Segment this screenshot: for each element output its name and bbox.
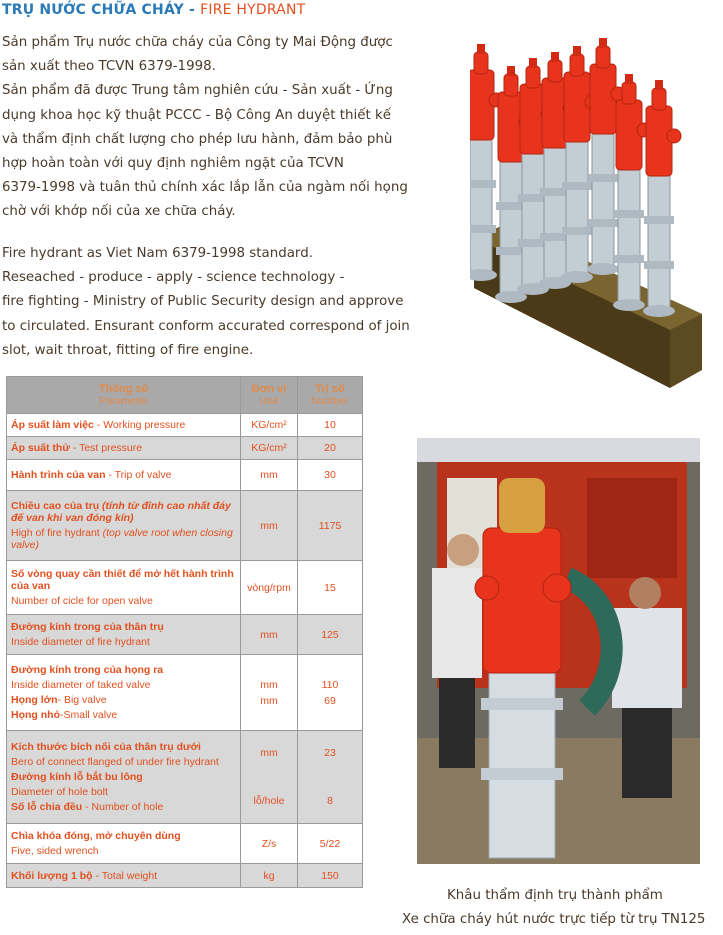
param-cell — [7, 731, 241, 824]
unit-cell: KG/cm² — [241, 414, 298, 437]
value-cell: 15 — [298, 561, 363, 615]
title-en: FIRE HYDRANT — [200, 2, 306, 18]
big-valve-vn: Họng lớn — [11, 694, 58, 706]
value-cell — [298, 655, 363, 731]
intro-en-line: Reseached - produce - apply - science technology - — [2, 270, 345, 286]
table-row — [7, 460, 363, 491]
param-vn: Khối lượng 1 bộ — [11, 869, 93, 882]
param-vn: Số vòng quay cần thiết để mở hết hành trình của van — [11, 568, 234, 592]
table-row — [7, 824, 363, 864]
header-param-en: Parameter — [98, 395, 149, 407]
param-en-note: (top valve root when closing valve) — [11, 527, 233, 551]
intro-vn-line: và thẩm định chất lượng cho phép lưu hành, đảm bảo phù — [2, 131, 393, 147]
unit-flange: mm — [260, 747, 278, 759]
param-en: Inside diameter of taked valve — [11, 679, 151, 691]
value-cell: 30 — [298, 460, 363, 491]
param-vn: Áp suất thử — [11, 442, 70, 454]
value-cell: 10 — [298, 414, 363, 437]
intro-en-line: Fire hydrant as Viet Nam 6379-1998 standard. — [2, 246, 313, 261]
unit-cell: mm — [241, 615, 298, 655]
param-vn: Hành trình của van — [11, 469, 106, 481]
header-parameter — [7, 377, 241, 414]
bolt-en: Diameter of hole bolt — [11, 786, 108, 798]
value-cell: 150 — [298, 864, 363, 888]
caption-fire-truck: Xe chữa cháy hút nước trực tiếp từ trụ TN125 — [402, 912, 706, 927]
table-row — [7, 491, 363, 561]
param-en: Bero of connect flanged of under fire hydrant — [11, 756, 219, 768]
holes-en: - Number of hole — [82, 801, 164, 813]
param-cell — [7, 437, 241, 460]
value-cell: 125 — [298, 615, 363, 655]
header-unit — [241, 377, 298, 414]
unit-big: mm — [260, 678, 278, 691]
param-en: - Trip of valve — [105, 469, 172, 481]
header-value-vn: Trị số — [315, 383, 345, 395]
param-en: Inside diameter of fire hydrant — [11, 636, 150, 648]
param-vn: Chìa khóa đóng, mở chuyên dùng — [11, 830, 181, 842]
holes-vn: Số lỗ chia đều — [11, 801, 83, 813]
value-small: 69 — [324, 694, 336, 707]
param-en: - Test pressure — [69, 442, 143, 454]
param-en: Five, sided wrench — [11, 845, 99, 857]
param-vn: Đường kính trong của họng ra — [11, 664, 164, 676]
param-vn: Đường kính trong của thân trụ — [11, 621, 164, 633]
small-valve-vn: Họng nhỏ — [11, 709, 60, 721]
intro-vn-line: sản xuất theo TCVN 6379-1998. — [2, 59, 216, 75]
small-valve-en: -Small valve — [59, 709, 118, 721]
value-cell: 5/22 — [298, 824, 363, 864]
param-cell — [7, 655, 241, 731]
param-cell — [7, 414, 241, 437]
table-row — [7, 561, 363, 615]
intro-vn-line: hợp hoàn toàn với quy định nghiêm ngặt của TCVN — [2, 156, 344, 172]
intro-vn-line: chờ với khớp nối của xe chữa cháy. — [2, 204, 236, 220]
intro-en-line: fire fighting - Ministry of Public Security design and approve — [2, 294, 404, 310]
param-cell — [7, 864, 241, 888]
value-holes: 8 — [327, 795, 333, 807]
unit-cell: mm — [241, 460, 298, 491]
value-cell — [298, 731, 363, 824]
table-row — [7, 731, 363, 824]
intro-en-line: slot, wait throat, fitting of fire engine. — [2, 342, 254, 358]
intro-vn-line: dụng khoa học kỹ thuật PCCC - Bộ Công An duyệt thiết kế — [2, 107, 391, 123]
value-flange: 23 — [324, 747, 336, 759]
unit-small: mm — [260, 694, 278, 707]
param-cell — [7, 491, 241, 561]
header-value — [298, 377, 363, 414]
param-vn: Áp suất làm việc — [11, 419, 94, 431]
param-cell — [7, 460, 241, 491]
header-value-en: Number — [311, 395, 349, 407]
table-row — [7, 414, 363, 437]
table-row — [7, 437, 363, 460]
param-cell — [7, 561, 241, 615]
header-param-vn: Thông số — [98, 383, 149, 395]
big-valve-en: - Big valve — [57, 694, 107, 706]
value-cell: 1175 — [298, 491, 363, 561]
caption-inspection: Khâu thẩm định trụ thành phẩm — [447, 888, 663, 903]
title-vn: TRỤ NƯỚC CHỮA CHÁY - — [2, 2, 201, 18]
value-cell: 20 — [298, 437, 363, 460]
value-big: 110 — [321, 678, 339, 691]
param-en: - Working pressure — [93, 419, 186, 431]
hydrant-row-photo — [470, 30, 702, 390]
spec-table — [6, 376, 363, 888]
table-row — [7, 655, 363, 731]
unit-cell: Z/s — [241, 824, 298, 864]
header-unit-en: Unit — [259, 395, 279, 407]
table-row — [7, 864, 363, 888]
intro-en-line: to circulated. Ensurant conform accurated correspond of join — [2, 318, 410, 334]
table-header-row — [7, 377, 363, 414]
param-vn-note: (tính từ đỉnh cao nhất đáy đế van khi van đóng kín) — [11, 500, 231, 524]
param-vn: Chiều cao của trụ — [11, 500, 103, 512]
header-unit-vn: Đơn vị — [251, 383, 287, 395]
intro-vn-line: Sản phẩm Trụ nước chữa cháy của Công ty Mai Động được — [2, 35, 393, 50]
param-cell — [7, 824, 241, 864]
unit-cell: vòng/rpm — [241, 561, 298, 615]
unit-cell: KG/cm² — [241, 437, 298, 460]
param-en: High of fire hydrant — [11, 527, 103, 539]
param-vn: Kích thước bích nối của thân trụ dưới — [11, 741, 201, 753]
unit-cell — [241, 655, 298, 731]
unit-cell: mm — [241, 491, 298, 561]
intro-vietnamese — [2, 31, 442, 225]
intro-english — [2, 242, 442, 363]
unit-cell — [241, 731, 298, 824]
unit-cell: kg — [241, 864, 298, 888]
page-title — [2, 2, 305, 18]
hydrant-inspection-photo — [417, 438, 700, 864]
param-en: - Total weight — [92, 869, 158, 882]
param-cell — [7, 615, 241, 655]
unit-holes: lỗ/hole — [253, 795, 285, 807]
bolt-vn: Đường kính lỗ bắt bu lông — [11, 771, 143, 783]
intro-vn-line: Sản phẩm đã được Trung tâm nghiên cứu - Sản xuất - Ứng — [2, 83, 393, 99]
intro-vn-line: 6379-1998 và tuân thủ chính xác lắp lẫn của ngàm nối họng — [2, 180, 408, 196]
table-row — [7, 615, 363, 655]
param-en: Number of cicle for open valve — [11, 595, 153, 607]
